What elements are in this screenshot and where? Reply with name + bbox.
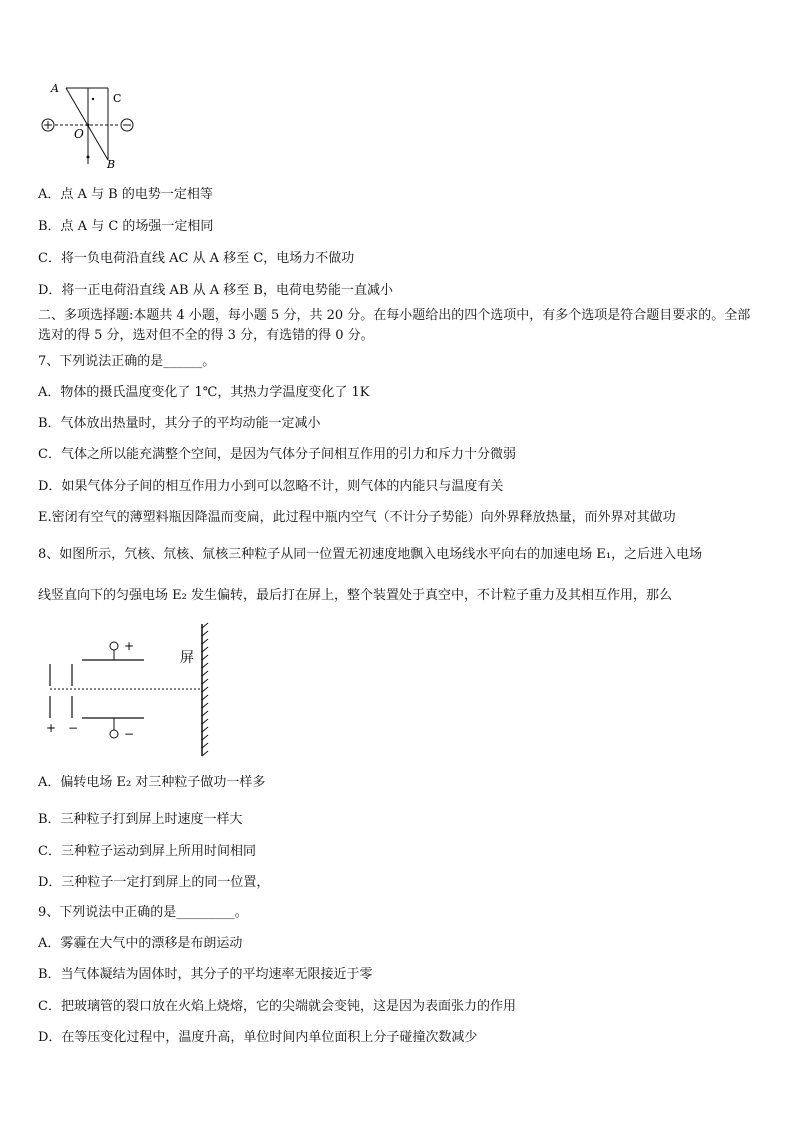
q7-option-a: A．物体的摄氏温度变化了 1℃，其热力学温度变化了 1K (38, 385, 370, 400)
q9-option-d: D．在等压变化过程中，温度升高，单位时间内单位面积上分子碰撞次数减少 (38, 1030, 478, 1045)
q8-option-a: A．偏转电场 E₂ 对三种粒子做功一样多 (38, 775, 266, 790)
label-o: O (74, 127, 84, 141)
field-diagram (36, 80, 146, 172)
q9-option-b: B．当气体凝结为固体时，其分子的平均速率无限接近于零 (38, 967, 373, 982)
q6-option-d: D．将一正电荷沿直线 AB 从 A 移至 B，电荷电势能一直减小 (38, 283, 393, 298)
q6-option-c: C．将一负电荷沿直线 AC 从 A 移至 C，电场力不做功 (38, 251, 355, 266)
q8-stem-line2: 线竖直向下的匀强电场 E₂ 发生偏转，最后打在屏上，整个装置处于真空中，不计粒子重力及其相互作用，那么 (38, 588, 672, 603)
q9-option-a: A．雾霾在大气中的漂移是布朗运动 (38, 936, 243, 951)
label-b: B (107, 158, 116, 171)
accel-plus-label: + (46, 721, 57, 735)
screen-label: 屏 (180, 650, 194, 666)
label-c: C (113, 92, 122, 105)
q8-option-b: B．三种粒子打到屏上时速度一样大 (38, 812, 243, 827)
q7-option-d: D．如果气体分子间的相互作用力小到可以忽略不计，则气体的内能只与温度有关 (38, 479, 504, 494)
label-a: A (51, 82, 59, 95)
terminal-minus-icon (110, 730, 118, 738)
q7-option-b: B．气体放出热量时，其分子的平均动能一定减小 (38, 416, 321, 431)
q7-stem: 7、下列说法正确的是______。 (38, 354, 216, 369)
accel-minus-label: − (68, 721, 79, 735)
q6-option-a: A．点 A 与 B 的电势一定相等 (38, 187, 213, 202)
terminal-plus-icon (110, 642, 118, 650)
terminal-plus-label: + (124, 639, 135, 653)
q6-option-b: B．点 A 与 C 的场强一定相同 (38, 219, 214, 234)
terminal-minus-label: − (124, 727, 135, 741)
q7-option-e: E.密闭有空气的薄塑料瓶因降温而变扁，此过程中瓶内空气（不计分子势能）向外界释放热量，而外界对其做功 (38, 510, 676, 525)
q9-option-c: C．把玻璃管的裂口放在火焰上烧熔，它的尖端就会变钝，这是因为表面张力的作用 (38, 999, 516, 1014)
section-2-instructions: 二、多项选择题:本题共 4 小题，每小题 5 分，共 20 分。在每小题给出的四个选项中，有多个选项是符合题目要求的。全部选对的得 5 分，选对但不全的得 3 分，有选错的得 0 分。 (38, 308, 751, 343)
q9-stem: 9、下列说法中正确的是_________。 (38, 905, 248, 920)
deflection-apparatus-diagram (38, 620, 228, 760)
q8-option-c: C．三种粒子运动到屏上所用时间相同 (38, 844, 256, 859)
q8-option-d: D．三种粒子一定打到屏上的同一位置， (38, 875, 270, 890)
q8-stem-line1: 8、如图所示，氕核、氘核、氚核三种粒子从同一位置无初速度地飘入电场线水平向右的加速电场 E₁，之后进入电场 (38, 547, 703, 562)
q7-option-c: C．气体之所以能充满整个空间，是因为气体分子间相互作用的引力和斥力十分微弱 (38, 447, 516, 462)
